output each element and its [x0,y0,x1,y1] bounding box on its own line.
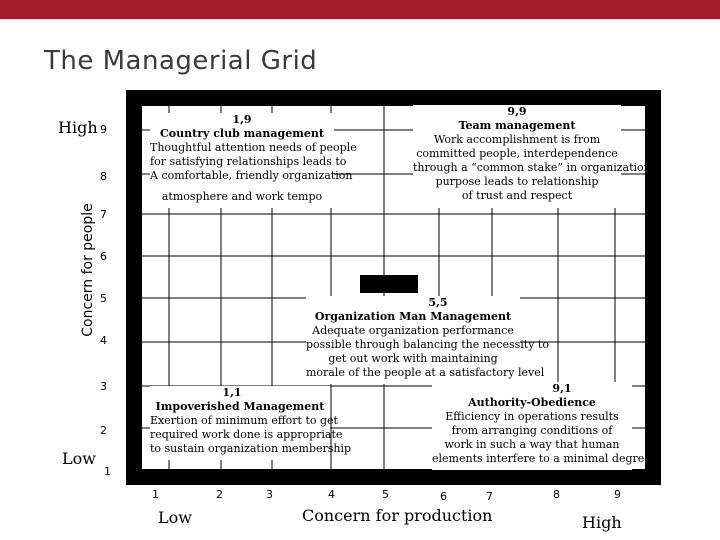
style-description-line: Thoughtful attention needs of people [150,141,357,154]
x-tick: 7 [486,490,493,503]
style-coordinate: 1,1 [222,386,242,399]
style-heading: Impoverished Management [155,400,325,413]
y-tick: 8 [100,170,107,183]
x-tick: 5 [382,488,389,501]
style-description-line: for satisfying relationships leads to [150,155,347,168]
style-description-line: get out work with maintaining [328,352,498,365]
style-description-line: A comfortable, friendly organization [150,169,353,182]
x-tick: 1 [152,488,159,501]
y-tick: 5 [100,292,107,305]
y-tick: 4 [100,334,107,347]
x-tick: 3 [266,488,273,501]
center-marker [360,275,418,293]
style-description-line: possible through balancing the necessity to [306,338,549,351]
style-description-line: Efficiency in operations results [445,410,619,423]
top-accent-bar [0,0,720,19]
style-coordinate: 9,1 [552,382,572,395]
style-description-line: committed people, interdependence [416,147,618,160]
y-tick: 6 [100,250,107,263]
style-description-line: Work accomplishment is from [433,133,601,146]
style-description-line: Adequate organization performance [312,324,514,337]
x-tick: 4 [328,488,335,501]
slide-title: The Managerial Grid [44,46,318,76]
y-axis-high-label: High [58,118,98,137]
style-heading: Team management [458,119,576,132]
style-heading: Organization Man Management [314,310,512,323]
x-axis-low-label: Low [158,508,192,527]
style-description-line: of trust and respect [461,189,573,202]
style-box-authority-obedience [432,382,651,470]
style-description-line: from arranging conditions of [451,424,613,437]
style-box-impoverished [150,386,352,460]
x-axis-high-label: High [582,513,622,532]
y-tick: 7 [100,208,107,221]
style-coordinate: 9,9 [507,105,527,118]
style-description-line: through a “common stake” in organization [413,161,651,174]
style-box-team [413,105,651,208]
y-axis-low-label: Low [62,449,96,468]
y-tick: 9 [100,123,107,136]
style-description-line: to sustain organization membership [150,442,352,455]
style-box-middle-road [306,296,549,384]
style-box-country-club [150,113,357,208]
style-description-line: atmosphere and work tempo [161,190,323,203]
style-heading: Authority-Obedience [468,396,596,409]
y-axis-label: Concern for people [80,203,96,337]
x-axis-label: Concern for production [302,506,493,525]
style-coordinate: 5,5 [428,296,448,309]
style-description-line: purpose leads to relationship [435,175,599,188]
x-tick: 8 [553,488,560,501]
x-tick: 9 [614,488,621,501]
style-description-line: elements interfere to a minimal degree [432,452,651,465]
style-coordinate: 1,9 [232,113,252,126]
style-description-line: Exertion of minimum effort to get [150,414,338,427]
style-heading: Country club management [160,127,324,140]
x-tick: 2 [216,488,223,501]
y-tick: 3 [100,380,107,393]
style-description-line: morale of the people at a satisfactory level [306,366,545,379]
y-tick: 2 [100,424,107,437]
style-description-line: work in such a way that human [444,438,620,451]
style-description-line: required work done is appropriate [150,428,343,441]
x-tick: 6 [440,490,447,503]
y-tick: 1 [104,465,111,478]
